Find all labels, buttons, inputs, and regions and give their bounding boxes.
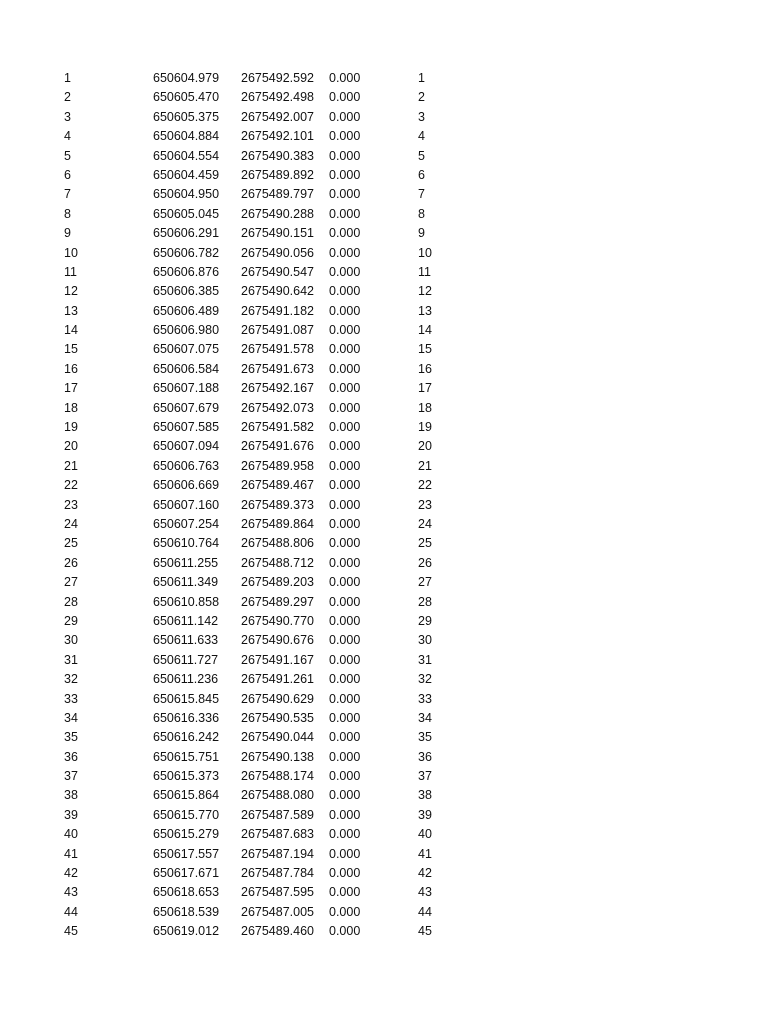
table-row [0, 302, 768, 321]
point-code-cell: 1 [418, 71, 425, 85]
easting-cell: 650615.770 [153, 807, 220, 822]
elevation-cell: 0.000 [329, 342, 361, 357]
table-row [0, 340, 768, 359]
table-row [0, 786, 768, 805]
elevation-cell: 0.000 [329, 769, 361, 784]
easting-cell: 650604.979 [153, 71, 220, 85]
point-code-cell: 36 [418, 749, 432, 764]
point-id-cell: 39 [64, 807, 78, 822]
easting-cell: 650615.864 [153, 788, 220, 803]
elevation-cell: 0.000 [329, 206, 361, 221]
point-id-cell: 3 [64, 109, 71, 124]
easting-cell: 650606.669 [153, 478, 220, 493]
table-row [0, 767, 768, 786]
point-id-cell: 28 [64, 594, 78, 609]
northing-cell: 2675491.087 [241, 323, 314, 338]
point-id-cell: 17 [64, 381, 78, 396]
point-id-cell: 8 [64, 206, 71, 221]
point-id-cell: 1 [64, 71, 71, 85]
table-row [0, 573, 768, 592]
easting-cell: 650605.045 [153, 206, 220, 221]
elevation-cell: 0.000 [329, 361, 361, 376]
point-id-cell: 34 [64, 710, 78, 725]
northing-cell: 2675492.073 [241, 400, 314, 415]
elevation-cell: 0.000 [329, 866, 361, 881]
easting-cell: 650611.142 [153, 613, 219, 628]
point-id-cell: 18 [64, 400, 78, 415]
point-id-cell: 44 [64, 904, 78, 919]
elevation-cell: 0.000 [329, 129, 361, 144]
point-code-cell: 10 [418, 245, 432, 260]
table-row [0, 321, 768, 340]
easting-cell: 650611.236 [153, 672, 219, 687]
elevation-cell: 0.000 [329, 90, 361, 105]
northing-cell: 2675489.467 [241, 478, 314, 493]
point-code-cell: 39 [418, 807, 432, 822]
point-id-cell: 38 [64, 788, 78, 803]
northing-cell: 2675491.582 [241, 420, 314, 435]
easting-cell: 650607.075 [153, 342, 220, 357]
point-id-cell: 19 [64, 420, 78, 435]
point-code-cell: 3 [418, 109, 425, 124]
easting-cell: 650606.876 [153, 264, 220, 279]
elevation-cell: 0.000 [329, 458, 361, 473]
table-row [0, 612, 768, 631]
table-row [0, 224, 768, 243]
elevation-cell: 0.000 [329, 167, 361, 182]
northing-cell: 2675489.203 [241, 575, 314, 590]
table-row [0, 670, 768, 689]
easting-cell: 650615.279 [153, 827, 220, 842]
point-code-cell: 26 [418, 555, 432, 570]
point-id-cell: 41 [64, 846, 78, 861]
table-row [0, 728, 768, 747]
table-row [0, 825, 768, 844]
easting-cell: 650618.653 [153, 885, 220, 900]
elevation-cell: 0.000 [329, 613, 361, 628]
easting-cell: 650611.255 [153, 555, 219, 570]
point-code-cell: 18 [418, 400, 432, 415]
point-id-cell: 5 [64, 148, 71, 163]
table-row [0, 554, 768, 573]
elevation-cell: 0.000 [329, 381, 361, 396]
northing-cell: 2675488.712 [241, 555, 314, 570]
table-row [0, 690, 768, 709]
point-id-cell: 10 [64, 245, 78, 260]
easting-cell: 650606.782 [153, 245, 220, 260]
point-code-cell: 16 [418, 361, 432, 376]
point-id-cell: 24 [64, 516, 78, 531]
elevation-cell: 0.000 [329, 400, 361, 415]
easting-cell: 650604.459 [153, 167, 220, 182]
point-code-cell: 38 [418, 788, 432, 803]
point-id-cell: 4 [64, 129, 71, 144]
point-code-cell: 27 [418, 575, 432, 590]
easting-cell: 650615.845 [153, 691, 220, 706]
elevation-cell: 0.000 [329, 730, 361, 745]
northing-cell: 2675488.080 [241, 788, 314, 803]
point-code-cell: 32 [418, 672, 432, 687]
point-id-cell: 23 [64, 497, 78, 512]
elevation-cell: 0.000 [329, 439, 361, 454]
point-code-cell: 23 [418, 497, 432, 512]
point-code-cell: 4 [418, 129, 425, 144]
northing-cell: 2675489.864 [241, 516, 314, 531]
point-code-cell: 14 [418, 323, 432, 338]
elevation-cell: 0.000 [329, 323, 361, 338]
point-code-cell: 29 [418, 613, 432, 628]
table-row [0, 360, 768, 379]
northing-cell: 2675489.297 [241, 594, 314, 609]
table-row [0, 806, 768, 825]
table-row [0, 864, 768, 883]
northing-cell: 2675492.592 [241, 71, 314, 85]
northing-cell: 2675490.383 [241, 148, 314, 163]
easting-cell: 650607.585 [153, 420, 220, 435]
northing-cell: 2675489.958 [241, 458, 314, 473]
easting-cell: 650607.188 [153, 381, 220, 396]
point-code-cell: 5 [418, 148, 425, 163]
elevation-cell: 0.000 [329, 303, 361, 318]
elevation-cell: 0.000 [329, 710, 361, 725]
northing-cell: 2675490.288 [241, 206, 314, 221]
point-code-cell: 43 [418, 885, 432, 900]
northing-cell: 2675489.797 [241, 187, 314, 202]
point-code-cell: 8 [418, 206, 425, 221]
easting-cell: 650610.858 [153, 594, 220, 609]
point-id-cell: 2 [64, 90, 71, 105]
elevation-cell: 0.000 [329, 575, 361, 590]
easting-cell: 650606.489 [153, 303, 220, 318]
table-row [0, 457, 768, 476]
easting-cell: 650605.470 [153, 90, 220, 105]
table-row [0, 903, 768, 922]
point-id-cell: 21 [64, 458, 78, 473]
point-code-cell: 19 [418, 420, 432, 435]
point-id-cell: 30 [64, 633, 78, 648]
point-code-cell: 45 [418, 924, 432, 939]
point-code-cell: 11 [418, 264, 431, 279]
easting-cell: 650606.385 [153, 284, 220, 299]
easting-cell: 650606.291 [153, 226, 220, 241]
table-row [0, 845, 768, 864]
table-row [0, 88, 768, 107]
table-row [0, 922, 768, 941]
table-row [0, 651, 768, 670]
elevation-cell: 0.000 [329, 245, 361, 260]
elevation-cell: 0.000 [329, 672, 361, 687]
point-code-cell: 13 [418, 303, 432, 318]
point-code-cell: 28 [418, 594, 432, 609]
point-id-cell: 14 [64, 323, 78, 338]
point-code-cell: 21 [418, 458, 432, 473]
easting-cell: 650606.763 [153, 458, 220, 473]
point-code-cell: 42 [418, 866, 432, 881]
table-row [0, 379, 768, 398]
northing-cell: 2675490.547 [241, 264, 314, 279]
northing-cell: 2675491.167 [241, 652, 314, 667]
table-row [0, 709, 768, 728]
easting-cell: 650610.764 [153, 536, 220, 551]
point-code-cell: 2 [418, 90, 425, 105]
point-code-cell: 6 [418, 167, 425, 182]
northing-cell: 2675490.151 [241, 226, 314, 241]
elevation-cell: 0.000 [329, 148, 361, 163]
northing-cell: 2675487.005 [241, 904, 314, 919]
table-row [0, 108, 768, 127]
easting-cell: 650604.554 [153, 148, 220, 163]
table-row [0, 534, 768, 553]
table-row [0, 399, 768, 418]
northing-cell: 2675487.194 [241, 846, 314, 861]
table-row [0, 185, 768, 204]
point-id-cell: 29 [64, 613, 78, 628]
easting-cell: 650607.679 [153, 400, 220, 415]
easting-cell: 650616.336 [153, 710, 220, 725]
elevation-cell: 0.000 [329, 807, 361, 822]
point-id-cell: 26 [64, 555, 78, 570]
elevation-cell: 0.000 [329, 788, 361, 803]
northing-cell: 2675491.673 [241, 361, 314, 376]
easting-cell: 650611.349 [153, 575, 219, 590]
point-code-cell: 34 [418, 710, 432, 725]
northing-cell: 2675487.784 [241, 866, 314, 881]
elevation-cell: 0.000 [329, 264, 361, 279]
point-code-cell: 31 [418, 652, 432, 667]
northing-cell: 2675489.892 [241, 167, 314, 182]
northing-cell: 2675492.007 [241, 109, 314, 124]
point-id-cell: 31 [64, 652, 78, 667]
easting-cell: 650615.373 [153, 769, 220, 784]
northing-cell: 2675492.101 [241, 129, 314, 144]
elevation-cell: 0.000 [329, 536, 361, 551]
elevation-cell: 0.000 [329, 516, 361, 531]
northing-cell: 2675488.174 [241, 769, 314, 784]
table-row [0, 496, 768, 515]
point-id-cell: 32 [64, 672, 78, 687]
northing-cell: 2675491.578 [241, 342, 314, 357]
northing-cell: 2675490.676 [241, 633, 314, 648]
point-code-cell: 24 [418, 516, 432, 531]
point-id-cell: 15 [64, 342, 78, 357]
table-row [0, 282, 768, 301]
easting-cell: 650604.884 [153, 129, 220, 144]
table-row [0, 883, 768, 902]
elevation-cell: 0.000 [329, 284, 361, 299]
point-id-cell: 20 [64, 439, 78, 454]
easting-cell: 650617.557 [153, 846, 220, 861]
point-code-cell: 17 [418, 381, 432, 396]
easting-cell: 650607.094 [153, 439, 220, 454]
point-id-cell: 7 [64, 187, 71, 202]
elevation-cell: 0.000 [329, 187, 361, 202]
elevation-cell: 0.000 [329, 109, 361, 124]
elevation-cell: 0.000 [329, 633, 361, 648]
table-row [0, 244, 768, 263]
point-id-cell: 33 [64, 691, 78, 706]
northing-cell: 2675492.167 [241, 381, 314, 396]
point-id-cell: 6 [64, 167, 71, 182]
easting-cell: 650615.751 [153, 749, 220, 764]
northing-cell: 2675490.138 [241, 749, 314, 764]
easting-cell: 650611.727 [153, 652, 219, 667]
point-id-cell: 13 [64, 303, 78, 318]
easting-cell: 650606.584 [153, 361, 220, 376]
point-id-cell: 40 [64, 827, 78, 842]
elevation-cell: 0.000 [329, 226, 361, 241]
northing-cell: 2675490.642 [241, 284, 314, 299]
northing-cell: 2675489.460 [241, 924, 314, 939]
point-code-cell: 7 [418, 187, 425, 202]
easting-cell: 650604.950 [153, 187, 220, 202]
easting-cell: 650607.160 [153, 497, 220, 512]
northing-cell: 2675491.676 [241, 439, 314, 454]
table-row [0, 205, 768, 224]
table-row [0, 476, 768, 495]
elevation-cell: 0.000 [329, 71, 361, 85]
elevation-cell: 0.000 [329, 691, 361, 706]
elevation-cell: 0.000 [329, 924, 361, 939]
easting-cell: 650619.012 [153, 924, 220, 939]
northing-cell: 2675490.056 [241, 245, 314, 260]
northing-cell: 2675491.182 [241, 303, 314, 318]
northing-cell: 2675490.629 [241, 691, 314, 706]
table-row [0, 593, 768, 612]
easting-cell: 650611.633 [153, 633, 219, 648]
elevation-cell: 0.000 [329, 904, 361, 919]
point-code-cell: 22 [418, 478, 432, 493]
point-id-cell: 37 [64, 769, 78, 784]
northing-cell: 2675490.044 [241, 730, 314, 745]
table-row [0, 127, 768, 146]
table-row [0, 69, 768, 88]
table-row [0, 748, 768, 767]
table-row [0, 166, 768, 185]
northing-cell: 2675490.770 [241, 613, 314, 628]
easting-cell: 650616.242 [153, 730, 220, 745]
elevation-cell: 0.000 [329, 846, 361, 861]
northing-cell: 2675491.261 [241, 672, 314, 687]
point-id-cell: 27 [64, 575, 78, 590]
easting-cell: 650606.980 [153, 323, 220, 338]
northing-cell: 2675489.373 [241, 497, 314, 512]
elevation-cell: 0.000 [329, 555, 361, 570]
point-code-cell: 9 [418, 226, 425, 241]
elevation-cell: 0.000 [329, 885, 361, 900]
elevation-cell: 0.000 [329, 478, 361, 493]
point-id-cell: 45 [64, 924, 78, 939]
point-code-cell: 41 [418, 846, 432, 861]
northing-cell: 2675490.535 [241, 710, 314, 725]
point-code-cell: 44 [418, 904, 432, 919]
northing-cell: 2675487.683 [241, 827, 314, 842]
point-code-cell: 40 [418, 827, 432, 842]
elevation-cell: 0.000 [329, 594, 361, 609]
elevation-cell: 0.000 [329, 497, 361, 512]
elevation-cell: 0.000 [329, 652, 361, 667]
point-code-cell: 15 [418, 342, 432, 357]
table-row [0, 263, 768, 282]
elevation-cell: 0.000 [329, 827, 361, 842]
northing-cell: 2675487.589 [241, 807, 314, 822]
easting-cell: 650617.671 [153, 866, 220, 881]
point-code-cell: 25 [418, 536, 432, 551]
elevation-cell: 0.000 [329, 749, 361, 764]
point-id-cell: 35 [64, 730, 78, 745]
table-row [0, 147, 768, 166]
point-code-cell: 12 [418, 284, 432, 299]
coordinate-table [0, 69, 768, 942]
easting-cell: 650618.539 [153, 904, 220, 919]
point-code-cell: 35 [418, 730, 432, 745]
point-id-cell: 25 [64, 536, 78, 551]
point-id-cell: 22 [64, 478, 78, 493]
point-id-cell: 9 [64, 226, 71, 241]
point-code-cell: 20 [418, 439, 432, 454]
northing-cell: 2675488.806 [241, 536, 314, 551]
point-id-cell: 12 [64, 284, 78, 299]
point-code-cell: 30 [418, 633, 432, 648]
point-id-cell: 42 [64, 866, 78, 881]
point-id-cell: 11 [64, 264, 77, 279]
point-id-cell: 36 [64, 749, 78, 764]
elevation-cell: 0.000 [329, 420, 361, 435]
point-id-cell: 16 [64, 361, 78, 376]
table-row [0, 515, 768, 534]
point-id-cell: 43 [64, 885, 78, 900]
table-row [0, 418, 768, 437]
easting-cell: 650605.375 [153, 109, 220, 124]
northing-cell: 2675487.595 [241, 885, 314, 900]
northing-cell: 2675492.498 [241, 90, 314, 105]
easting-cell: 650607.254 [153, 516, 220, 531]
point-code-cell: 33 [418, 691, 432, 706]
table-row [0, 631, 768, 650]
table-row [0, 437, 768, 456]
point-code-cell: 37 [418, 769, 432, 784]
